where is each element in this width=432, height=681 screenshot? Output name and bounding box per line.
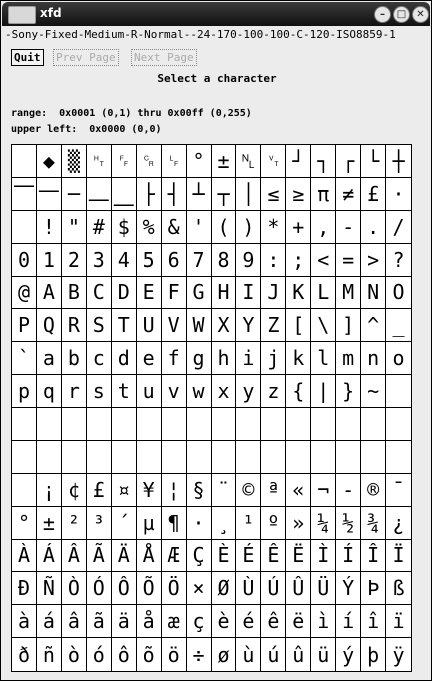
glyph-cell[interactable]: j <box>261 342 286 375</box>
glyph-cell[interactable]: ä <box>112 605 137 638</box>
glyph-cell[interactable]: E <box>137 277 162 310</box>
glyph-cell[interactable]: ▒ <box>62 145 87 178</box>
glyph-cell[interactable]: ü <box>311 638 336 671</box>
glyph-cell[interactable]: ã <box>87 605 112 638</box>
glyph-cell[interactable]: X <box>212 309 237 342</box>
glyph-cell[interactable]: ┼ <box>386 145 411 178</box>
glyph-cell[interactable]: Ë <box>286 540 311 573</box>
glyph-cell[interactable]: w <box>187 375 212 408</box>
glyph-cell[interactable]: ñ <box>37 638 62 671</box>
glyph-cell[interactable] <box>336 441 361 474</box>
glyph-cell[interactable]: Á <box>37 540 62 573</box>
glyph-cell[interactable]: 9 <box>236 244 261 277</box>
glyph-cell[interactable]: d <box>112 342 137 375</box>
glyph-cell[interactable] <box>137 441 162 474</box>
glyph-cell[interactable]: ª <box>261 474 286 507</box>
glyph-cell[interactable]: ^ <box>361 309 386 342</box>
glyph-cell[interactable]: @ <box>12 277 37 310</box>
glyph-cell[interactable]: æ <box>162 605 187 638</box>
window-title: xfd <box>40 6 62 20</box>
glyph-cell[interactable]: ´ <box>112 507 137 540</box>
glyph-cell[interactable]: P <box>12 309 37 342</box>
glyph-cell[interactable]: S <box>87 309 112 342</box>
glyph-cell[interactable]: O <box>386 277 411 310</box>
glyph-cell[interactable]: ° <box>187 145 212 178</box>
glyph-cell[interactable]: · <box>386 178 411 211</box>
glyph-cell[interactable]: ß <box>386 572 411 605</box>
glyph-cell[interactable]: ( <box>212 211 237 244</box>
glyph-cell[interactable]: Q <box>37 309 62 342</box>
glyph-cell[interactable]: 3 <box>87 244 112 277</box>
range-label: range: 0x0001 (0,1) thru 0x00ff (0,255) <box>11 108 252 119</box>
glyph-cell[interactable]: ê <box>261 605 286 638</box>
glyph-cell[interactable]: I <box>236 277 261 310</box>
glyph-cell[interactable]: ≤ <box>261 178 286 211</box>
glyph-cell[interactable]: ◆ <box>37 145 62 178</box>
glyph-cell[interactable]: ² <box>62 507 87 540</box>
next-page-button[interactable]: Next Page <box>131 49 197 66</box>
minimize-icon[interactable]: – <box>374 6 391 23</box>
glyph-cell[interactable]: × <box>187 572 212 605</box>
glyph-cell[interactable]: ┤ <box>162 178 187 211</box>
glyph-cell[interactable] <box>112 441 137 474</box>
glyph-cell[interactable] <box>361 408 386 441</box>
glyph-cell[interactable]: ¡ <box>37 474 62 507</box>
glyph-cell[interactable]: N <box>361 277 386 310</box>
glyph-cell[interactable]: ⎼ <box>87 178 112 211</box>
glyph-cell[interactable] <box>386 408 411 441</box>
glyph-cell[interactable] <box>12 211 37 244</box>
glyph-cell[interactable] <box>112 408 137 441</box>
glyph-cell[interactable]: \ <box>311 309 336 342</box>
glyph-cell[interactable]: Ö <box>162 572 187 605</box>
glyph-cell[interactable]: Ð <box>12 572 37 605</box>
glyph-cell[interactable] <box>62 408 87 441</box>
glyph-cell[interactable]: k <box>286 342 311 375</box>
glyph-cell[interactable]: B <box>62 277 87 310</box>
glyph-cell[interactable] <box>12 474 37 507</box>
glyph-cell[interactable]: z <box>261 375 286 408</box>
glyph-cell[interactable] <box>137 408 162 441</box>
glyph-cell[interactable]: 4 <box>112 244 137 277</box>
quit-button[interactable]: Quit <box>11 49 44 66</box>
glyph-cell[interactable]: é <box>236 605 261 638</box>
glyph-cell[interactable]: ␍ <box>137 145 162 178</box>
glyph-cell[interactable]: ¸ <box>212 507 237 540</box>
glyph-cell[interactable]: i <box>236 342 261 375</box>
glyph-cell[interactable]: þ <box>361 638 386 671</box>
glyph-cell[interactable]: M <box>336 277 361 310</box>
glyph-cell[interactable]: À <box>12 540 37 573</box>
glyph-cell[interactable]: ÿ <box>392 642 405 667</box>
glyph-cell[interactable]: b <box>62 342 87 375</box>
glyph-cell[interactable]: È <box>212 540 237 573</box>
glyph-cell[interactable]: å <box>137 605 162 638</box>
glyph-cell[interactable]: Ä <box>112 540 137 573</box>
glyph-cell[interactable]: 0 <box>12 244 37 277</box>
glyph-cell[interactable]: Â <box>62 540 87 573</box>
glyph-cell[interactable]: x <box>212 375 237 408</box>
glyph-cell[interactable]: ≥ <box>286 178 311 211</box>
glyph-cell[interactable]: A <box>37 277 62 310</box>
glyph-cell[interactable]: ö <box>162 638 187 671</box>
glyph-cell[interactable]: ⎺ <box>12 178 37 211</box>
glyph-cell[interactable]: > <box>361 244 386 277</box>
glyph-cell[interactable]: q <box>37 375 62 408</box>
glyph-cell[interactable]: ° <box>12 507 37 540</box>
glyph-cell[interactable]: ⎽ <box>112 178 137 211</box>
glyph-cell[interactable] <box>311 408 336 441</box>
glyph-cell[interactable]: ┐ <box>311 145 336 178</box>
glyph-cell[interactable]: Ñ <box>37 572 62 605</box>
font-name-label: -Sony-Fixed-Medium-R-Normal--24-170-100-100-C-120-ISO8859-1 <box>5 28 396 41</box>
glyph-cell[interactable]: Ç <box>187 540 212 573</box>
glyph-cell[interactable]: ␋ <box>261 145 286 178</box>
glyph-cell[interactable] <box>261 408 286 441</box>
glyph-cell[interactable]: 8 <box>212 244 237 277</box>
glyph-cell[interactable]: } <box>336 375 361 408</box>
glyph-cell[interactable]: g <box>187 342 212 375</box>
glyph-cell[interactable]: ï <box>386 605 411 638</box>
glyph-cell[interactable]: ␊ <box>162 145 187 178</box>
glyph-cell[interactable]: h <box>212 342 237 375</box>
glyph-cell[interactable]: Û <box>286 572 311 605</box>
glyph-cell[interactable]: 2 <box>62 244 87 277</box>
glyph-cell[interactable]: ├ <box>137 178 162 211</box>
glyph-cell[interactable] <box>162 408 187 441</box>
glyph-cell[interactable]: ⎻ <box>37 178 62 211</box>
glyph-cell[interactable]: V <box>162 309 187 342</box>
glyph-cell[interactable]: │ <box>236 178 261 211</box>
glyph-cell[interactable] <box>261 441 286 474</box>
glyph-cell[interactable]: ¼ <box>311 507 336 540</box>
glyph-cell[interactable] <box>37 441 62 474</box>
glyph-cell[interactable]: ¯ <box>386 474 411 507</box>
glyph-cell[interactable]: v <box>162 375 187 408</box>
glyph-cell[interactable]: Ó <box>87 572 112 605</box>
glyph-cell[interactable]: ¢ <box>62 474 87 507</box>
glyph-cell[interactable]: è <box>212 605 237 638</box>
glyph-cell[interactable]: ┘ <box>286 145 311 178</box>
glyph-cell[interactable]: ç <box>187 605 212 638</box>
glyph-cell[interactable]: ý <box>336 638 361 671</box>
glyph-cell[interactable]: T <box>112 309 137 342</box>
glyph-cell[interactable]: π <box>311 178 336 211</box>
upper-left-label: upper left: 0x0000 (0,0) <box>11 124 162 135</box>
glyph-cell[interactable]: ┌ <box>336 145 361 178</box>
glyph-cell[interactable]: K <box>286 277 311 310</box>
glyph-cell[interactable]: ¨ <box>212 474 237 507</box>
glyph-cell[interactable]: ) <box>236 211 261 244</box>
glyph-cell[interactable]: Ã <box>87 540 112 573</box>
glyph-cell[interactable]: + <box>286 211 311 244</box>
glyph-cell[interactable]: î <box>361 605 386 638</box>
glyph-cell[interactable]: " <box>62 211 87 244</box>
glyph-cell[interactable]: Õ <box>137 572 162 605</box>
glyph-cell[interactable]: Ý <box>336 572 361 605</box>
glyph-cell[interactable]: u <box>137 375 162 408</box>
glyph-cell[interactable]: ¿ <box>386 507 411 540</box>
glyph-cell[interactable]: ] <box>336 309 361 342</box>
glyph-cell[interactable]: $ <box>112 211 137 244</box>
glyph-cell[interactable]: Þ <box>361 572 386 605</box>
glyph-cell[interactable]: ─ <box>62 178 87 211</box>
glyph-cell[interactable]: ; <box>286 244 311 277</box>
glyph-cell[interactable] <box>386 441 411 474</box>
glyph-cell[interactable]: ± <box>37 507 62 540</box>
glyph-cell[interactable]: 7 <box>187 244 212 277</box>
glyph-cell[interactable]: R <box>62 309 87 342</box>
glyph-cell[interactable]: e <box>137 342 162 375</box>
glyph-cell[interactable]: ð <box>12 638 37 671</box>
glyph-cell[interactable] <box>62 441 87 474</box>
glyph-cell[interactable]: ␤ <box>236 145 261 178</box>
window-menu-icon[interactable] <box>8 6 36 24</box>
glyph-cell[interactable] <box>12 441 37 474</box>
glyph-cell[interactable] <box>87 441 112 474</box>
glyph-cell[interactable]: à <box>12 605 37 638</box>
glyph-cell[interactable]: - <box>336 211 361 244</box>
glyph-cell[interactable] <box>187 441 212 474</box>
glyph-cell[interactable]: Ù <box>236 572 261 605</box>
glyph-cell[interactable]: , <box>311 211 336 244</box>
glyph-cell[interactable]: = <box>336 244 361 277</box>
glyph-cell[interactable]: { <box>286 375 311 408</box>
prev-page-button[interactable]: Prev Page <box>53 49 119 66</box>
glyph-cell[interactable]: º <box>261 507 286 540</box>
glyph-cell[interactable]: « <box>286 474 311 507</box>
glyph-cell[interactable]: 1 <box>37 244 62 277</box>
character-grid[interactable] <box>11 144 412 672</box>
glyph-cell[interactable]: Ü <box>311 572 336 605</box>
glyph-cell[interactable]: Ê <box>261 540 286 573</box>
glyph-cell[interactable] <box>162 441 187 474</box>
glyph-cell[interactable]: ¬ <box>311 474 336 507</box>
maximize-icon[interactable]: □ <box>393 6 410 23</box>
glyph-cell[interactable]: ¦ <box>162 474 187 507</box>
glyph-cell[interactable]: & <box>162 211 187 244</box>
glyph-cell[interactable]: ô <box>112 638 137 671</box>
glyph-cell[interactable]: s <box>87 375 112 408</box>
glyph-cell[interactable]: í <box>336 605 361 638</box>
glyph-cell[interactable]: | <box>311 375 336 408</box>
glyph-cell[interactable]: Y <box>236 309 261 342</box>
glyph-cell[interactable]: % <box>137 211 162 244</box>
glyph-cell[interactable]: É <box>236 540 261 573</box>
glyph-cell[interactable] <box>361 441 386 474</box>
glyph-cell[interactable]: ` <box>12 342 37 375</box>
glyph-cell[interactable]: C <box>87 277 112 310</box>
glyph-cell[interactable]: ù <box>236 638 261 671</box>
glyph-cell[interactable]: G <box>187 277 212 310</box>
glyph-cell[interactable]: Î <box>361 540 386 573</box>
glyph-cell[interactable]: t <box>112 375 137 408</box>
glyph-cell[interactable]: Í <box>336 540 361 573</box>
glyph-cell[interactable]: ÷ <box>187 638 212 671</box>
glyph-cell[interactable]: Ú <box>261 572 286 605</box>
glyph-cell[interactable]: a <box>37 342 62 375</box>
glyph-cell[interactable]: ¤ <box>112 474 137 507</box>
glyph-cell[interactable]: ó <box>87 638 112 671</box>
glyph-cell[interactable]: ' <box>187 211 212 244</box>
glyph-cell[interactable]: ␉ <box>87 145 112 178</box>
glyph-cell[interactable]: · <box>187 507 212 540</box>
glyph-cell[interactable]: » <box>286 507 311 540</box>
glyph-cell[interactable]: └ <box>361 145 386 178</box>
glyph-cell[interactable]: ± <box>212 145 237 178</box>
title-bar[interactable] <box>2 2 430 26</box>
glyph-cell[interactable]: ì <box>311 605 336 638</box>
glyph-cell[interactable]: Ï <box>386 540 411 573</box>
glyph-cell[interactable] <box>12 145 37 178</box>
glyph-cell[interactable]: L <box>311 277 336 310</box>
glyph-cell[interactable]: ³ <box>87 507 112 540</box>
glyph-cell[interactable]: D <box>112 277 137 310</box>
glyph-cell[interactable]: Æ <box>162 540 187 573</box>
glyph-cell[interactable]: Ô <box>112 572 137 605</box>
glyph-cell[interactable]: ? <box>386 244 411 277</box>
glyph-cell[interactable] <box>187 408 212 441</box>
glyph-cell[interactable]: ~ <box>361 375 386 408</box>
glyph-cell[interactable]: y <box>236 375 261 408</box>
glyph-cell[interactable]: * <box>261 211 286 244</box>
glyph-cell[interactable] <box>212 408 237 441</box>
glyph-cell[interactable]: m <box>336 342 361 375</box>
glyph-cell[interactable]: _ <box>386 309 411 342</box>
glyph-cell[interactable]: Z <box>261 309 286 342</box>
glyph-cell[interactable]: á <box>37 605 62 638</box>
glyph-cell[interactable]: c <box>87 342 112 375</box>
glyph-cell[interactable]: n <box>361 342 386 375</box>
glyph-cell[interactable]: ® <box>361 474 386 507</box>
glyph-cell[interactable]: : <box>261 244 286 277</box>
glyph-cell[interactable]: 6 <box>162 244 187 277</box>
glyph-cell[interactable]: ≠ <box>336 178 361 211</box>
glyph-cell[interactable]: . <box>361 211 386 244</box>
glyph-cell[interactable] <box>286 441 311 474</box>
glyph-cell[interactable]: £ <box>361 178 386 211</box>
glyph-cell[interactable]: £ <box>87 474 112 507</box>
glyph-cell[interactable]: U <box>137 309 162 342</box>
glyph-cell[interactable]: f <box>162 342 187 375</box>
glyph-cell[interactable]: â <box>62 605 87 638</box>
glyph-cell[interactable]: Ì <box>311 540 336 573</box>
glyph-cell[interactable]: ¹ <box>236 507 261 540</box>
glyph-cell[interactable] <box>236 408 261 441</box>
glyph-cell[interactable]: ␌ <box>112 145 137 178</box>
glyph-cell[interactable]: ! <box>37 211 62 244</box>
glyph-cell[interactable]: ú <box>261 638 286 671</box>
glyph-cell[interactable]: J <box>261 277 286 310</box>
glyph-cell[interactable]: p <box>12 375 37 408</box>
glyph-cell[interactable]: ¶ <box>162 507 187 540</box>
glyph-cell[interactable]: § <box>187 474 212 507</box>
glyph-cell[interactable]: r <box>62 375 87 408</box>
glyph-cell[interactable]: ò <box>62 638 87 671</box>
glyph-cell[interactable]: [ <box>286 309 311 342</box>
glyph-cell[interactable]: l <box>311 342 336 375</box>
glyph-cell[interactable] <box>12 408 37 441</box>
glyph-cell[interactable]: ┴ <box>187 178 212 211</box>
glyph-cell[interactable]: õ <box>137 638 162 671</box>
glyph-cell[interactable]: ø <box>212 638 237 671</box>
glyph-cell[interactable]: 5 <box>137 244 162 277</box>
status-message: Select a character <box>157 72 277 85</box>
glyph-cell[interactable]: û <box>286 638 311 671</box>
glyph-cell[interactable]: H <box>212 277 237 310</box>
glyph-cell[interactable]: / <box>386 211 411 244</box>
glyph-cell[interactable] <box>386 375 411 408</box>
glyph-cell[interactable] <box>336 408 361 441</box>
glyph-cell[interactable]: < <box>311 244 336 277</box>
glyph-cell[interactable]: Ø <box>212 572 237 605</box>
glyph-cell[interactable] <box>37 408 62 441</box>
glyph-cell[interactable]: F <box>162 277 187 310</box>
glyph-cell[interactable] <box>87 408 112 441</box>
glyph-cell[interactable]: W <box>187 309 212 342</box>
glyph-cell[interactable]: ¥ <box>137 474 162 507</box>
glyph-cell[interactable] <box>286 408 311 441</box>
glyph-cell[interactable]: ½ <box>336 507 361 540</box>
glyph-cell[interactable]: Å <box>137 540 162 573</box>
glyph-cell[interactable]: Ò <box>62 572 87 605</box>
glyph-cell[interactable] <box>236 441 261 474</box>
glyph-cell[interactable]: µ <box>137 507 162 540</box>
glyph-cell[interactable]: o <box>386 342 411 375</box>
glyph-cell[interactable]: # <box>87 211 112 244</box>
glyph-cell[interactable]: ¾ <box>361 507 386 540</box>
glyph-cell[interactable] <box>212 441 237 474</box>
glyph-cell[interactable]: ┬ <box>212 178 237 211</box>
glyph-cell[interactable] <box>311 441 336 474</box>
close-icon[interactable]: ✕ <box>412 6 429 23</box>
glyph-cell[interactable]: - <box>336 474 361 507</box>
glyph-cell[interactable]: ë <box>286 605 311 638</box>
glyph-cell[interactable]: © <box>236 474 261 507</box>
